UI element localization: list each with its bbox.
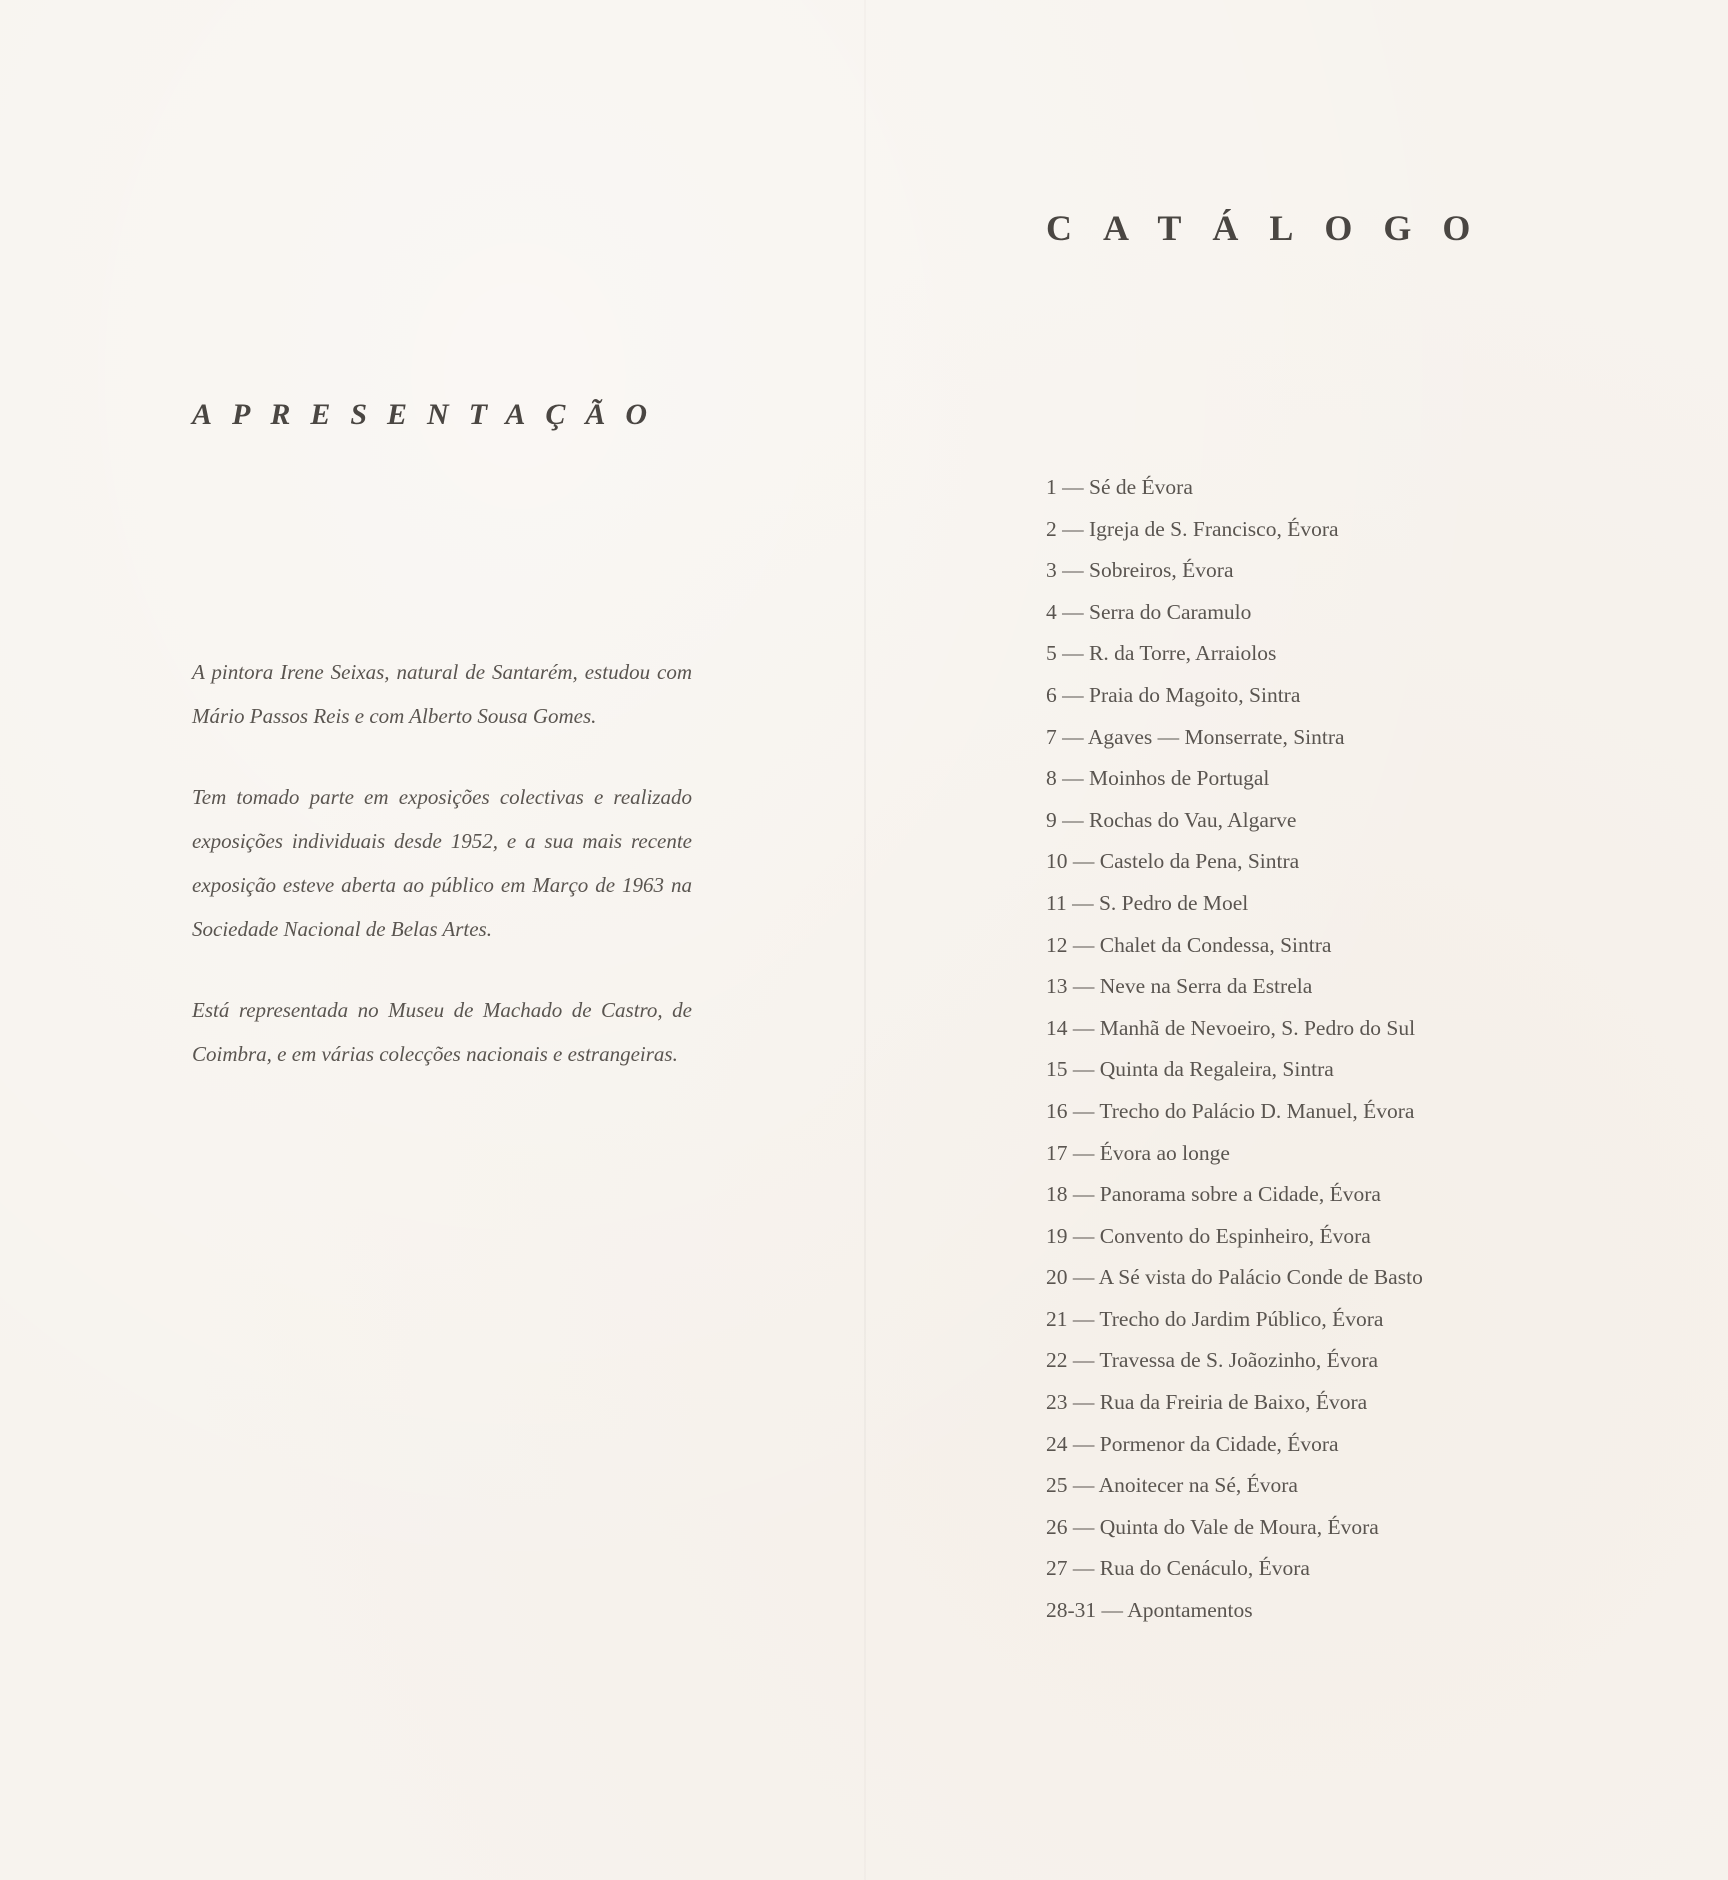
catalogue-item: 3 — Sobreiros, Évora xyxy=(1046,558,1234,583)
catalogue-item: 19 — Convento do Espinheiro, Évora xyxy=(1046,1223,1371,1248)
catalogue-item: 6 — Praia do Magoito, Sintra xyxy=(1046,682,1301,707)
catalogo-section xyxy=(1046,207,1666,1623)
catalogue-item: 15 — Quinta da Regaleira, Sintra xyxy=(1046,1057,1334,1082)
apresentacao-text xyxy=(192,650,692,1076)
catalogue-item: 16 — Trecho do Palácio D. Manuel, Évora xyxy=(1046,1098,1415,1123)
catalogue-item: 5 — R. da Torre, Arraiolos xyxy=(1046,641,1277,666)
page-fold xyxy=(864,0,866,1880)
catalogue-item: 4 — Serra do Caramulo xyxy=(1046,599,1252,624)
catalogue-item: 24 — Pormenor da Cidade, Évora xyxy=(1046,1431,1339,1456)
catalogue-item: 14 — Manhã de Nevoeiro, S. Pedro do Sul xyxy=(1046,1015,1416,1040)
catalogue-item: 18 — Panorama sobre a Cidade, Évora xyxy=(1046,1182,1381,1207)
apresentacao-title: APRESENTAÇÃO xyxy=(192,398,668,431)
catalogue-item: 2 — Igreja de S. Francisco, Évora xyxy=(1046,516,1339,541)
intro-paragraph-2: Tem tomado parte em exposições colectivas e realizado exposições individuais desde 1952, e a sua mais recente exposição esteve aberta ao público em Março de 1963 na Sociedade Nacional de Belas Artes. xyxy=(192,785,692,941)
catalogue-item: 25 — Anoitecer na Sé, Évora xyxy=(1046,1473,1298,1498)
catalogue-item: 26 — Quinta do Vale de Moura, Évora xyxy=(1046,1514,1379,1539)
catalogue-item: 21 — Trecho do Jardim Público, Évora xyxy=(1046,1306,1384,1331)
catalogue-item: 9 — Rochas do Vau, Algarve xyxy=(1046,807,1297,832)
catalogue-item: 1 — Sé de Évora xyxy=(1046,475,1193,499)
catalogue-item: 28-31 — Apontamentos xyxy=(1046,1598,1253,1623)
catalogue-item: 13 — Neve na Serra da Estrela xyxy=(1046,974,1313,999)
catalogue-item: 22 — Travessa de S. Joãozinho, Évora xyxy=(1046,1348,1379,1373)
catalogue-item: 23 — Rua da Freiria de Baixo, Évora xyxy=(1046,1390,1368,1415)
catalogo-title: CATÁLOGO xyxy=(1046,208,1502,248)
catalogue-item: 10 — Castelo da Pena, Sintra xyxy=(1046,849,1300,874)
catalogue-item: 27 — Rua do Cenáculo, Évora xyxy=(1046,1556,1310,1581)
intro-paragraph-3: Está representada no Museu de Machado de Castro, de Coimbra, e em várias colecções nacionais e estrangeiras. xyxy=(192,998,692,1066)
intro-paragraph-1: A pintora Irene Seixas, natural de Santarém, estudou com Mário Passos Reis e com Alberto Sousa Gomes. xyxy=(192,660,692,728)
apresentacao-section xyxy=(192,398,692,1113)
catalogue-item: 20 — A Sé vista do Palácio Conde de Basto xyxy=(1046,1265,1423,1290)
catalogue-item: 8 — Moinhos de Portugal xyxy=(1046,766,1270,791)
catalogue-item: 7 — Agaves — Monserrate, Sintra xyxy=(1046,724,1345,749)
catalogue-item: 11 — S. Pedro de Moel xyxy=(1046,890,1249,915)
catalogue-list xyxy=(1046,467,1666,1632)
catalogue-item: 17 — Évora ao longe xyxy=(1046,1140,1230,1165)
catalogue-item: 12 — Chalet da Condessa, Sintra xyxy=(1046,932,1332,957)
